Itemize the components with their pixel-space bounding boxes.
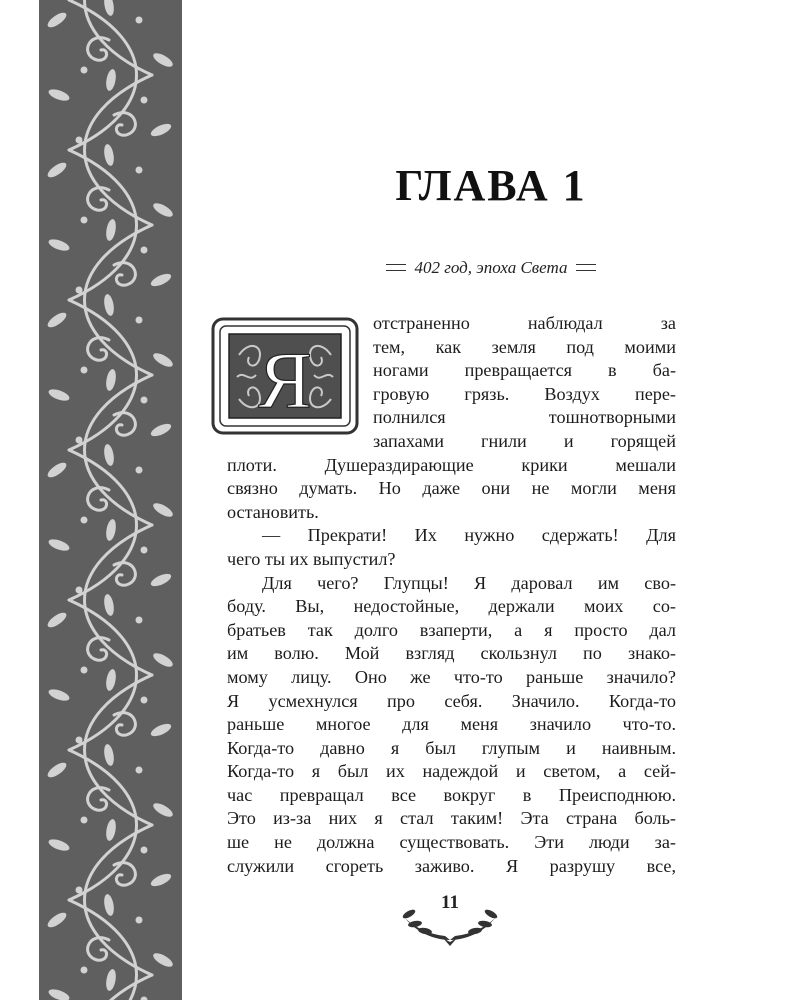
chapter-epigraph <box>182 258 800 278</box>
text-line: полнился тошнотворными <box>373 407 676 428</box>
floral-vine-pattern <box>39 0 182 1000</box>
double-dash-left <box>386 264 406 271</box>
paragraph-3 <box>227 572 676 879</box>
double-dash-right <box>576 264 596 271</box>
text-line: Это из-за них я стал таким! Эта страна боль- <box>227 808 676 829</box>
text-line: Когда-то я был их надеждой и светом, а сей- <box>227 761 676 782</box>
text-line: мому лицу. Оно же что-то раньше значило? <box>227 666 676 687</box>
text-line: остановить. <box>227 501 319 522</box>
text-line: связно думать. Но даже они не могли меня <box>227 478 676 499</box>
text-line: чего ты их выпустил? <box>227 548 396 569</box>
chapter-title: ГЛАВА 1 <box>395 161 587 210</box>
text-line: — Прекрати! Их нужно сдержать! Для <box>262 525 676 546</box>
text-line: запахами гнили и горящей <box>373 430 676 451</box>
decorative-floral-border <box>39 0 182 1000</box>
text-line: час превращал все вокруг в Преисподнюю. <box>227 784 676 805</box>
drop-cap-ornament <box>209 315 361 437</box>
epigraph-text: 402 год, эпоха Света <box>414 258 568 277</box>
text-line: Я усмехнулся про себя. Значило. Когда-то <box>227 690 676 711</box>
text-line: ногами превращается в ба- <box>373 360 676 381</box>
text-line: Когда-то давно я был глупым и наивным. <box>227 737 676 758</box>
text-line: ше не должна существовать. Эти люди за- <box>227 832 676 853</box>
text-line: гровую грязь. Воздух пере- <box>373 383 676 404</box>
text-line: им волю. Мой взгляд скользнул по знако- <box>227 643 676 664</box>
text-line: отстраненно наблюдал за <box>373 313 676 333</box>
drop-cap-letter: Я <box>258 337 312 425</box>
page-number: 11 <box>441 892 459 913</box>
text-line: боду. Вы, недостойные, держали моих со- <box>227 596 676 617</box>
text-line: Для чего? Глупцы! Я даровал им сво- <box>262 572 676 593</box>
page-footer <box>395 888 505 948</box>
chapter-body <box>227 312 676 878</box>
text-line: плоти. Душераздирающие крики мешали <box>227 454 676 475</box>
text-line: тем, как земля под моими <box>373 336 676 357</box>
text-line: братьев так долго взаперти, а я просто дал <box>227 619 676 640</box>
text-line: раньше многое для меня значило что-то. <box>227 714 676 735</box>
paragraph-2 <box>227 524 676 571</box>
text-line: служили сгореть заживо. Я разрушу все, <box>227 855 676 876</box>
